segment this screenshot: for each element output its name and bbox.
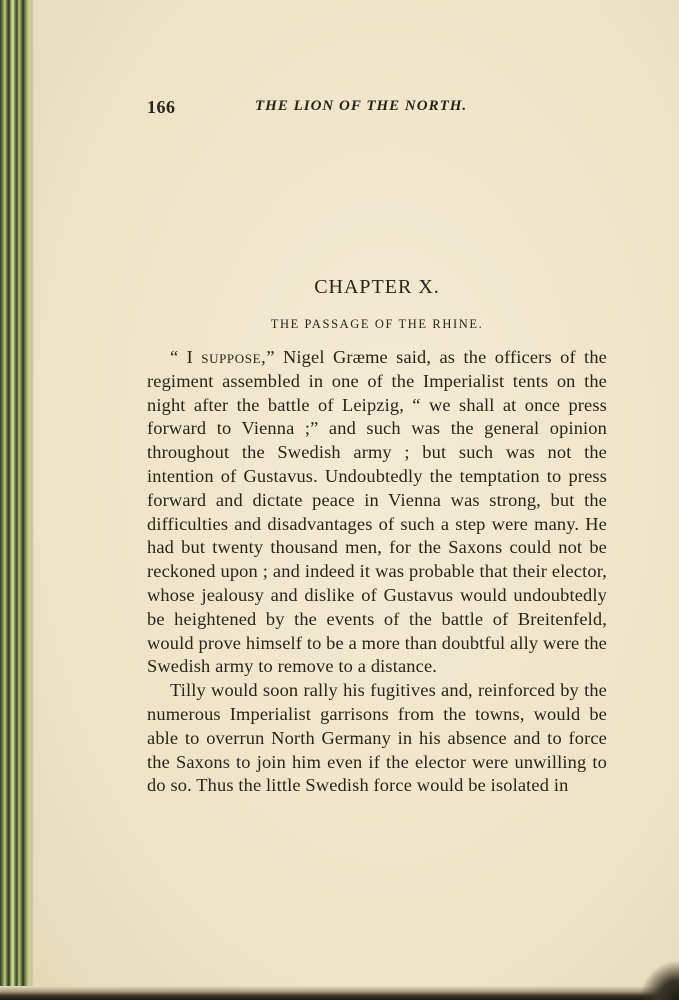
paragraph-1 (147, 346, 607, 679)
paragraph-2 (147, 679, 607, 798)
running-header (147, 97, 517, 121)
chapter-subtitle: THE PASSAGE OF THE RHINE. (270, 317, 484, 331)
running-title: THE LION OF THE NORTH. (255, 98, 468, 114)
page-corner-shadow (639, 960, 679, 1000)
book-spine-binding (0, 0, 34, 1000)
paragraph-2-text: Tilly would soon rally his fugitives and, reinforced by the numerous Imperialist garrisons from the towns, would be able to overrun North Germany in his absence and to force the Saxons to join him even if the elector were unwilling to do so. Thus the little Swedish force would be isolated in (147, 680, 607, 796)
opening-word: suppose, (201, 347, 267, 367)
chapter-title: CHAPTER X. (314, 276, 440, 298)
body-text (147, 346, 607, 798)
page-bottom-edge (0, 986, 679, 1000)
paragraph-1-text: ” Nigel Græme said, as the officers of the regiment assembled in one of the Imperialist tents on the night after the battle of Leipzig, “ we shall at once press forward to Vienna ;” and such was the general opinion throughout the Swedish army ; but such was not the intention of Gustavus. Undoubtedly the temptation to press forward and dictate peace in Vienna was strong, but the difficulties and disadvantages of such a step were many. He had but twenty thousand men, for the Saxons could not be reckoned upon ; and indeed it was probable that their elector, whose jealousy and dislike of Gustavus would undoubtedly be heightened by the events of the battle of Breitenfeld, would prove himself to be a more than doubtful ally were the Swedish army to remove to a distance. (147, 347, 607, 677)
page-number: 166 (147, 97, 176, 117)
opening-quote: “ I (170, 347, 202, 367)
